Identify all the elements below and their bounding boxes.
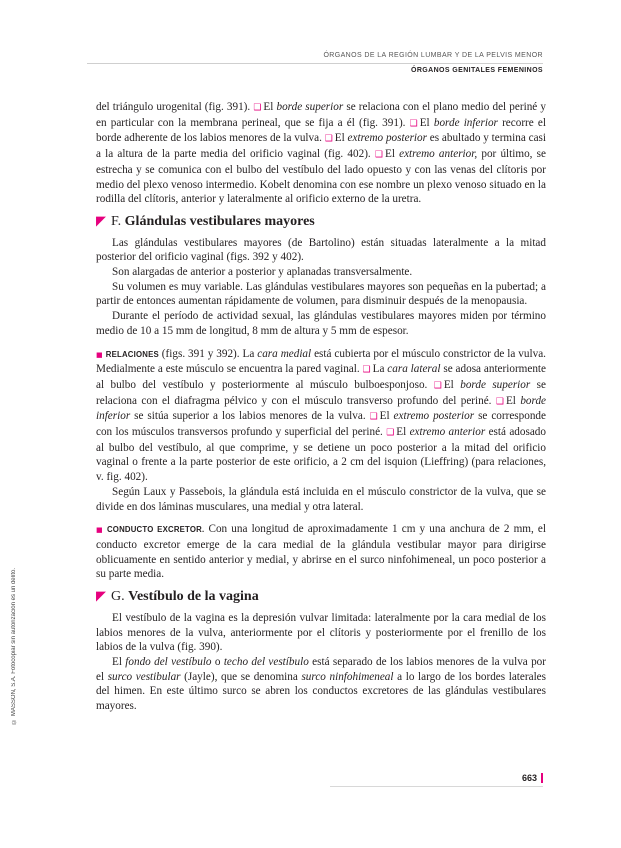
paragraph [96, 655, 546, 714]
text-run: se corresponde con los músculos transversos profundo y superficial del periné. [96, 410, 546, 439]
text-run: El [334, 132, 348, 145]
text-run: o [211, 655, 224, 668]
text-run: El [505, 394, 521, 407]
text-run: El [384, 148, 400, 161]
paragraph [96, 280, 546, 309]
text-run: El [396, 426, 410, 439]
text-run: está separado de los labios menores de la vulva por el [96, 655, 547, 683]
paragraph [96, 485, 546, 514]
paragraph [96, 309, 546, 338]
paragraph [96, 611, 546, 655]
text-run: Según Laux y Passebois, la glándula está incluida en el músculo constrictor de la vulva, que se divide en dos láminas musculares, una medial y otra lateral. [96, 485, 546, 513]
italic-term: extremo anterior, [399, 148, 478, 161]
page-body [96, 100, 546, 714]
italic-term: borde inferior [96, 394, 546, 423]
bullet-square-icon: ❑ [362, 365, 371, 376]
text-run: La [372, 363, 388, 376]
paragraph [96, 265, 546, 280]
bullet-square-icon: ❑ [409, 118, 418, 129]
heading-letter: G. [111, 589, 125, 605]
running-header [323, 52, 543, 59]
text-run: El [419, 116, 434, 129]
text-run: es abultado y termina casi a la altura de la parte media del orificio vaginal (fig. 402). [96, 132, 546, 161]
text-run: El vestíbulo de la vagina es la depresión vulvar limitada: lateralmente por la cara medial de los labios menores de la vulva, anteriormente por el clítoris y posteriormente por el frenillo de los labios de la vulva (fig. 390). [96, 611, 546, 654]
italic-term: borde superior [460, 378, 531, 391]
text-run: Su volumen es muy variable. Las glándulas vestibulares mayores son pequeñas en la pubertad; a partir de entonces aumentan rápidamente de volumen, para disminuir después de la menopausia. [96, 280, 546, 308]
text-run: se sitúa superior a los labios menores de la vulva. [130, 410, 370, 423]
paragraph [96, 236, 546, 265]
heading-title: Vestíbulo de la vagina [128, 589, 259, 605]
text-run: está cubierta por el músculo constrictor de la vulva. Medialmente a este músculo se encuentra la pared vaginal. [96, 347, 546, 376]
subsection-label: CONDUCTO EXCRETOR. [106, 525, 205, 535]
header-rule [87, 63, 543, 64]
text-run: se relaciona con el diafragma pélvico y con el músculo transverso profundo del periné. [96, 378, 546, 407]
subsection-marker-icon: ■ [96, 526, 104, 535]
italic-term: surco vestibular [107, 670, 181, 683]
text-run: por último, se estrecha y se comunica con el bulbo del vestíbulo del lado opuesto y con las venas del clítoris por medio del plexo venoso intermedio. Kobelt denomina con ese nombre un plexo venoso situado en la rodilla del clítoris, anterior y lateralmente al orificio externo de la uretra. [96, 148, 546, 206]
text-run: (Jayle), que se denomina [180, 670, 302, 683]
chapter-title: ÓRGANOS DE LA REGIÓN LUMBAR Y DE LA PELVIS MENOR [323, 52, 543, 59]
spacer [96, 514, 546, 522]
bullet-square-icon: ❑ [495, 396, 504, 407]
bullet-square-icon: ❑ [374, 150, 383, 161]
footer-rule [330, 786, 543, 787]
text-run: El [379, 410, 394, 423]
text-run: Durante el período de actividad sexual, las glándulas vestibulares mayores miden por término medio de 10 a 15 mm de longitud, 8 mm de altura y 5 mm de espesor. [96, 310, 546, 337]
text-run: El [112, 655, 126, 668]
text-run: está adosado al bulbo del vestíbulo, al que comprime, y se detiene un poco posterior a la mitad del orificio vaginal o frente a la parte posterior de este orificio, a 2 cm del isquion (Lieffring) (para relaciones, v. fig. 402). [96, 426, 546, 484]
italic-term: cara lateral [387, 363, 441, 376]
heading-letter: F. [111, 213, 122, 229]
text-run: Son alargadas de anterior a posterior y aplanadas transversalmente. [112, 266, 413, 279]
text-run: Con una longitud de aproximadamente 1 cm y una anchura de 2 mm, el conducto excretor emerge de la cara medial de la glándula vestibular mayor para dirigirse oblicuamente en sentido anterior y medial, y abrirse en el surco ninfohimeneal, un poco posterior a su parte media. [96, 523, 546, 581]
bullet-square-icon: ❑ [253, 103, 262, 113]
bullet-square-icon: ❑ [386, 428, 395, 439]
italic-term: extremo posterior [347, 132, 427, 145]
italic-term: cara medial [257, 347, 312, 360]
text-run: Las glándulas vestibulares mayores (de Bartolino) están situadas lateralmente a la mitad posterior del orificio vaginal (figs. 392 y 402). [96, 236, 546, 264]
page-number: 663 [522, 773, 543, 783]
bullet-square-icon: ❑ [433, 380, 442, 391]
text-run: a lo largo de los bordes laterales del himen. En este último surco se abren los conductos excretores de las glándulas vestibulares mayores. [96, 670, 546, 713]
subsection-label: RELACIONES [105, 349, 159, 359]
text-run: se adosa anteriormente al bulbo del vestíbulo y posteriormente al músculo bulboesponjoso. [96, 363, 547, 391]
paragraph [96, 522, 546, 582]
bullet-square-icon: ❑ [324, 134, 333, 145]
text-run: (figs. 391 y 392). La [158, 347, 258, 360]
italic-term: techo del vestíbulo [223, 655, 309, 668]
section-heading [96, 590, 546, 605]
subsection-marker-icon: ■ [96, 350, 103, 359]
copyright-notice: © MASSON, S.A. Fotocopiar sin autorización es un delito. [11, 568, 17, 724]
italic-term: extremo anterior [409, 426, 486, 439]
text-run: El [443, 378, 461, 391]
italic-term: borde inferior [433, 116, 498, 129]
bullet-square-icon: ❑ [369, 412, 378, 423]
section-title: ÓRGANOS GENITALES FEMENINOS [410, 67, 543, 74]
italic-term: fondo del vestíbulo [125, 655, 212, 668]
italic-term: extremo posterior [393, 410, 475, 423]
heading-title: Glándulas vestibulares mayores [124, 213, 315, 229]
text-run: del triángulo urogenital (fig. 391). [96, 101, 254, 113]
paragraph [96, 347, 546, 485]
section-heading [96, 215, 546, 230]
text-run: recorre el borde adherente de los labios menores de la vulva. [96, 116, 546, 145]
heading-marker-icon: ◤ [96, 589, 106, 605]
italic-term: borde superior [276, 101, 344, 113]
heading-marker-icon: ◤ [96, 213, 106, 229]
text-run: El [263, 101, 277, 113]
text-run: se relaciona con el plano medio del periné y en particular con la membrana perineal, que se fija a él (fig. 391). [96, 101, 546, 129]
paragraph [96, 100, 546, 207]
spacer [96, 339, 546, 347]
italic-term: surco ninfohimeneal [301, 670, 394, 683]
